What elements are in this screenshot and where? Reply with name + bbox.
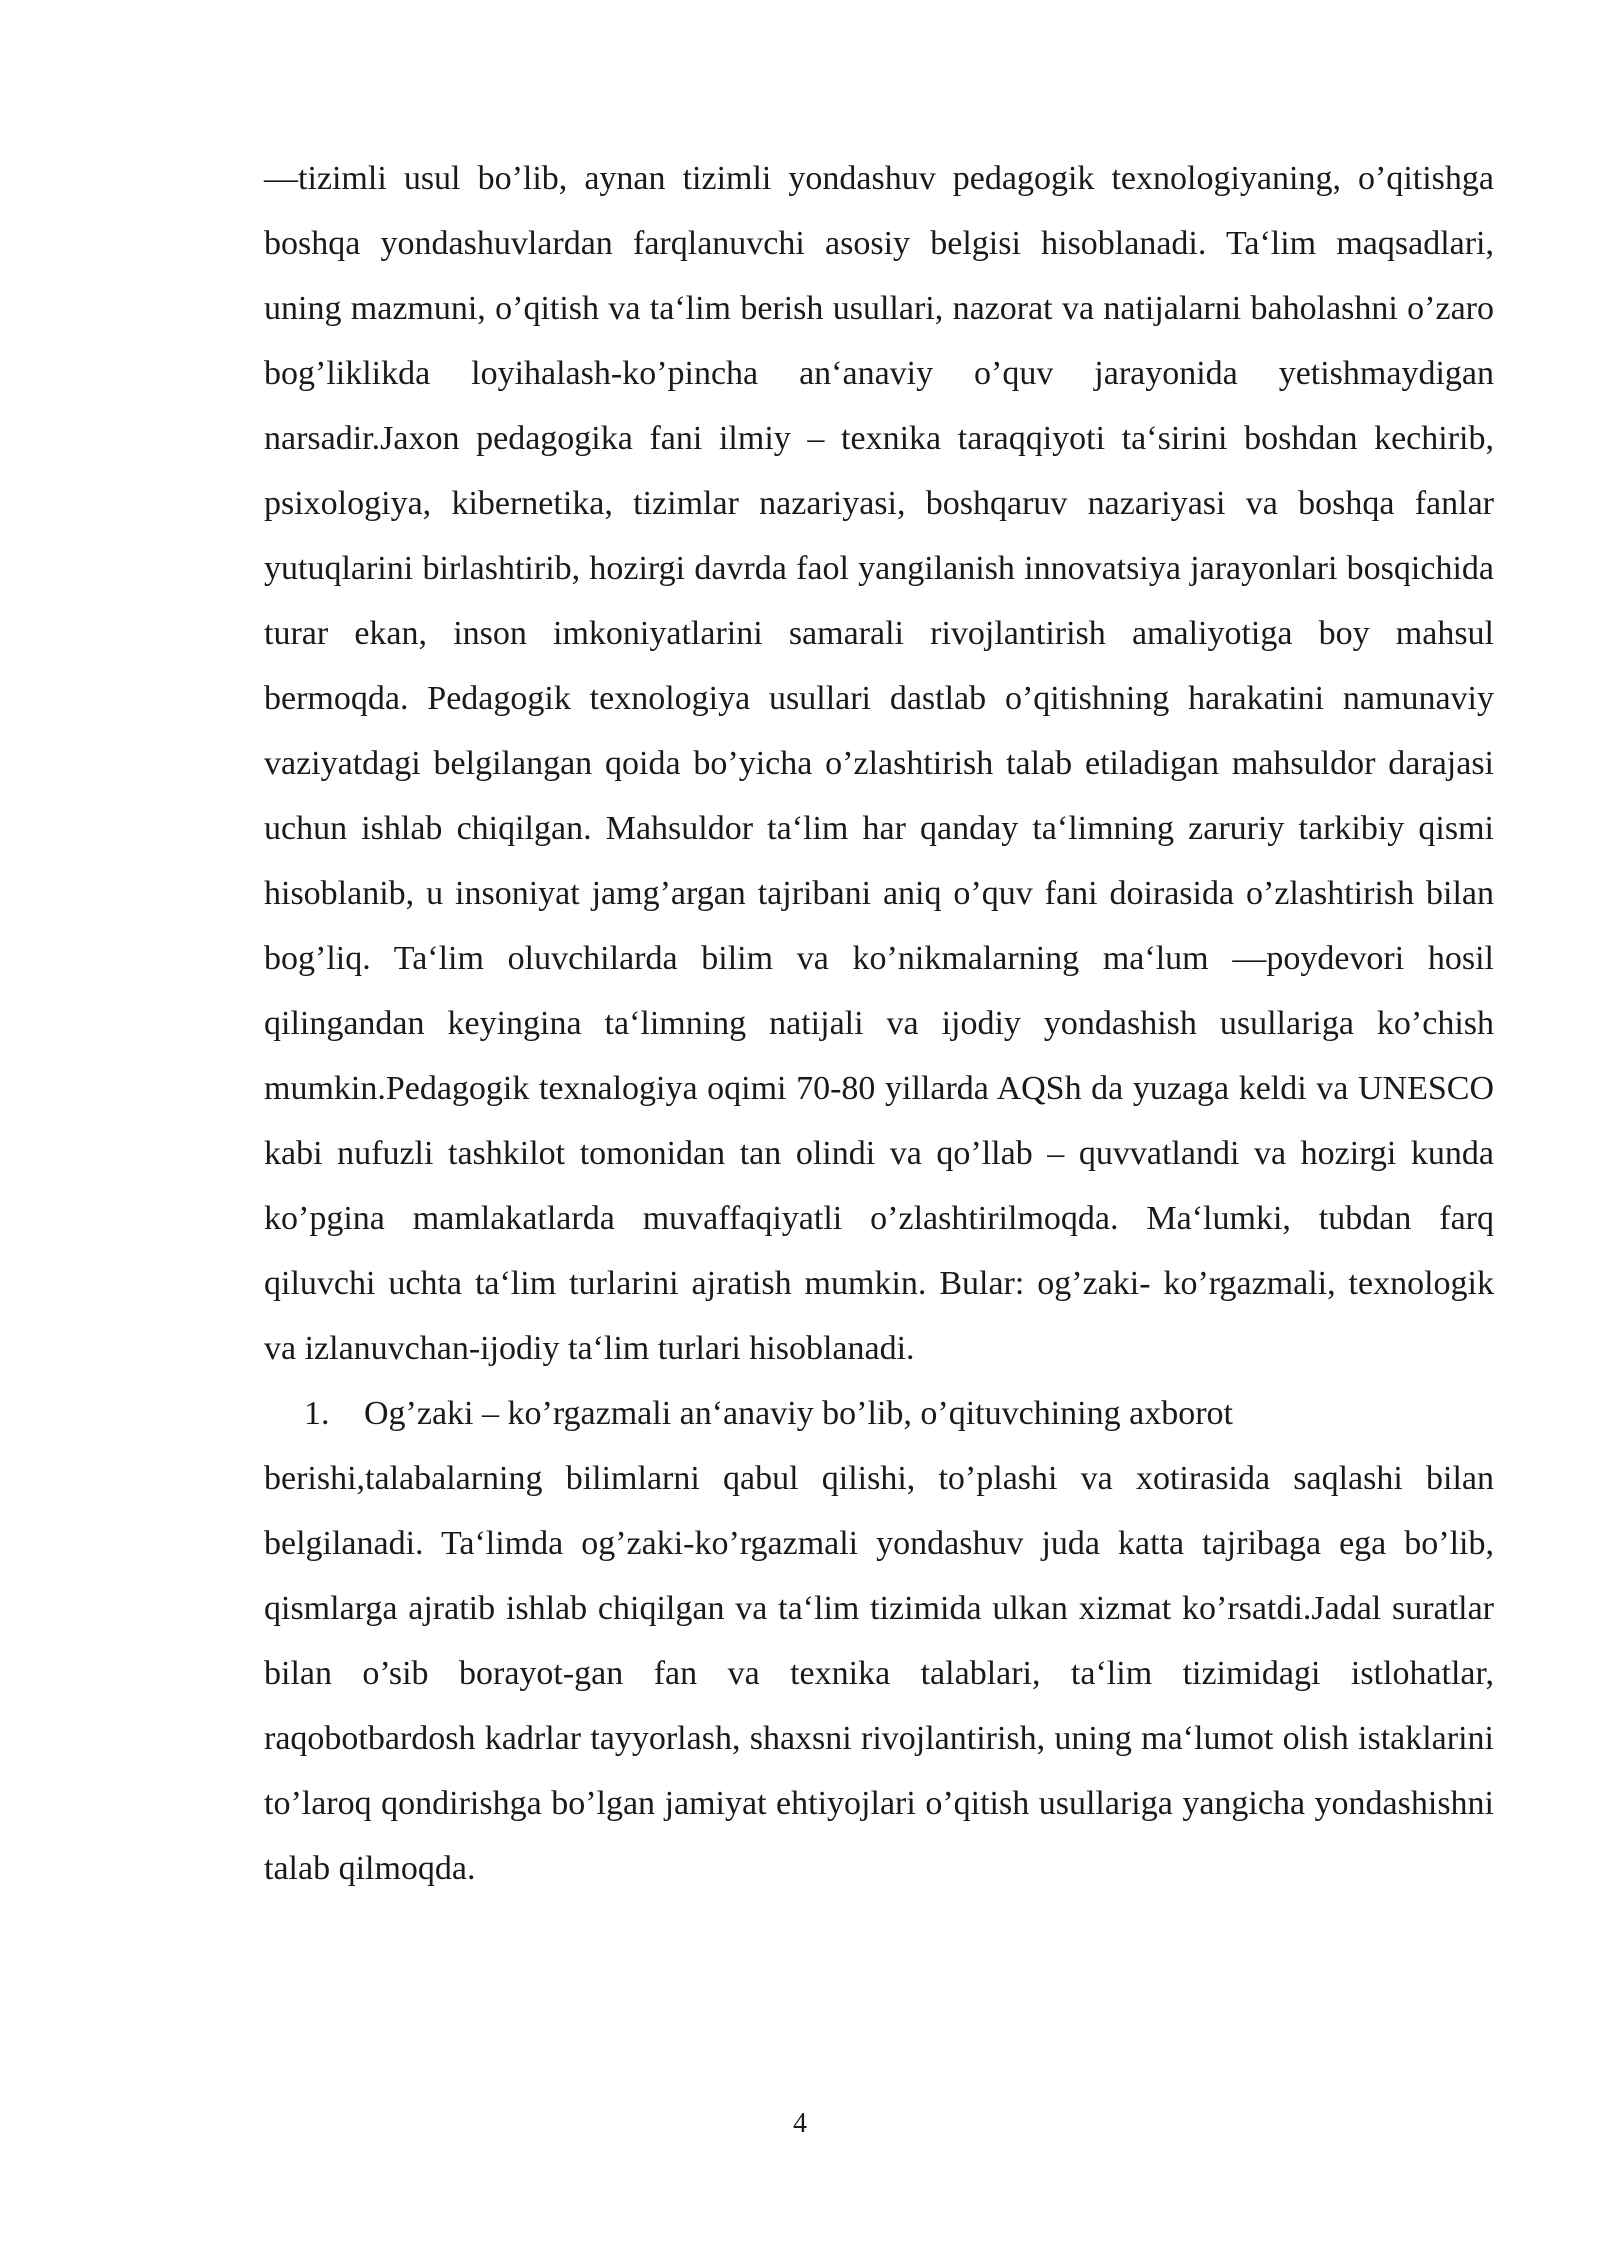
list-number: 1.: [304, 1395, 330, 1432]
page-number: 4: [793, 2108, 807, 2139]
list-item-continuation: berishi,talabalarning bilimlarni qabul qilishi, to’plashi va xotirasida saqlashi bilan belgilanadi. Ta‘limda og’zaki-ko’rgazmali yondashuv juda katta tajribaga ega bo’lib, qismlarga ajratib ishlab chiqilgan va ta‘lim tizimida ulkan xizmat ko’rsatdi.Jadal suratlar bilan o’sib borayot-gan fan va texnika talablari, ta‘lim tizimidagi istlohatlar, raqobotbardosh kadrlar tayyorlash, shaxsni rivojlantirish, uning ma‘lumot olish istaklarini to’laroq qondirishga bo’lgan jamiyat ehtiyojlari o’qitish usullariga yangicha yondashishni talab qilmoqda.: [264, 1460, 1494, 1887]
paragraph: —tizimli usul bo’lib, aynan tizimli yondashuv pedagogik texnologiyaning, o’qitishga boshqa yondashuvlardan farqlanuvchi asosiy belgisi hisoblanadi. Ta‘lim maqsadlari, uning mazmuni, o’qitish va ta‘lim berish usullari, nazorat va natijalarni baholashni o’zaro bog’liklikda loyihalash-ko’pincha an‘anaviy o’quv jarayonida yetishmaydigan narsadir.Jaxon pedagogika fani ilmiy – texnika taraqqiyoti ta‘sirini boshdan kechirib, psixologiya, kibernetika, tizimlar nazariyasi, boshqaruv nazariyasi va boshqa fanlar yutuqlarini birlashtirib, hozirgi davrda faol yangilanish innovatsiya jarayonlari bosqichida turar ekan, inson imkoniyatlarini samarali rivojlantirish amaliyotiga boy mahsul bermoqda. Pedagogik texnologiya usullari dastlab o’qitishning harakatini namunaviy vaziyatdagi belgilangan qoida bo’yicha o’zlashtirish talab etiladigan mahsuldor darajasi uchun ishlab chiqilgan. Mahsuldor ta‘lim har qanday ta‘limning zaruriy tarkibiy qismi hisoblanib, u insoniyat jamg’argan tajribani aniq o’quv fani doirasida o’zlashtirish bilan bog’liq. Ta‘lim oluvchilarda bilim va ko’nikmalarning ma‘lum —poydevori hosil qilingandan keyingina ta‘limning natijali va ijodiy yondashish usullariga ko’chish mumkin.Pedagogik texnalogiya oqimi 70-80 yillarda AQSh da yuzaga keldi va UNESCO kabi nufuzli tashkilot tomonidan tan olindi va qo’llab – quvvatlandi va hozirgi kunda ko’pgina mamlakatlarda muvaffaqiyatli o’zlashtirilmoqda. Ma‘lumki, tubdan farq qiluvchi uchta ta‘lim turlarini ajratish mumkin. Bular: og’zaki- ko’rgazmali, texnologik va izlanuvchan-ijodiy ta‘lim turlari hisoblanadi.: [264, 160, 1494, 1367]
body-text: [264, 146, 1494, 1901]
list-item-first-line: Og’zaki – ko’rgazmali an‘anaviy bo’lib, o’qituvchining axborot: [364, 1395, 1233, 1432]
list-item-1: [264, 1381, 1494, 1446]
